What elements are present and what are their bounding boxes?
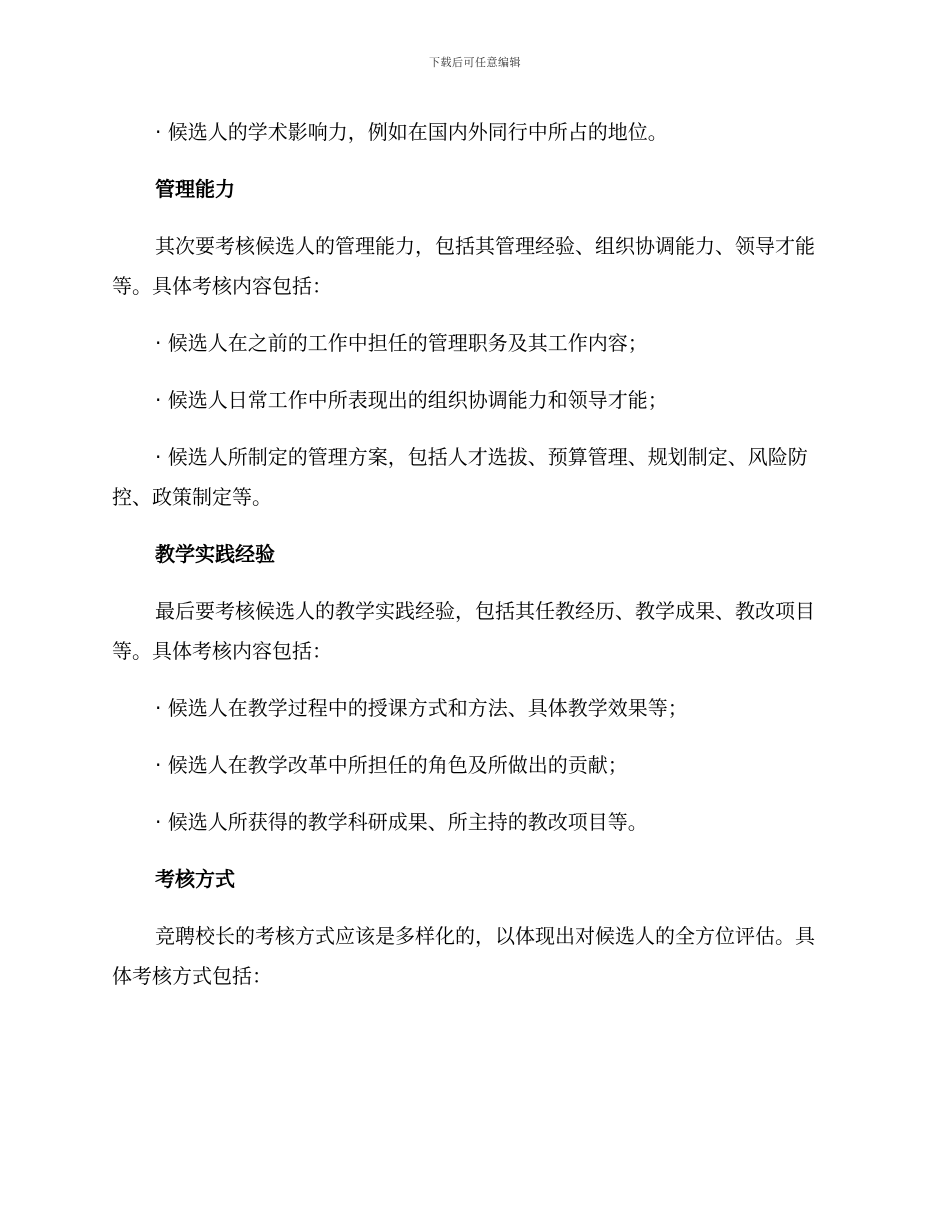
bullet-item: · 候选人在之前的工作中担任的管理职务及其工作内容；: [155, 331, 648, 355]
bullet-item: · 候选人的学术影响力，例如在国内外同行中所占的地位。: [155, 120, 668, 144]
bullet-item: · 候选人在教学改革中所担任的角色及所做出的贡献；: [155, 753, 628, 777]
document-body: [112, 112, 834, 996]
bullet-item: · 候选人在教学过程中的授课方式和方法、具体教学效果等；: [155, 696, 688, 720]
header-note: 下载后可任意编辑: [429, 56, 521, 69]
section-heading: 管理能力: [155, 177, 235, 201]
section-heading: 考核方式: [155, 867, 235, 891]
paragraph: 竞聘校长的考核方式应该是多样化的，以体现出对候选人的全方位评估。具体考核方式包括：: [112, 924, 815, 988]
bullet-item: · 候选人日常工作中所表现出的组织协调能力和领导才能；: [155, 388, 668, 412]
paragraph: 最后要考核候选人的教学实践经验，包括其任教经历、教学成果、教改项目等。具体考核内容包括：: [112, 599, 815, 663]
section-heading: 教学实践经验: [155, 542, 275, 566]
bullet-item: · 候选人所制定的管理方案，包括人才选拔、预算管理、规划制定、风险防控、政策制定等。: [112, 445, 808, 509]
paragraph: 其次要考核候选人的管理能力，包括其管理经验、组织协调能力、领导才能等。具体考核内容包括：: [112, 234, 815, 298]
bullet-item: · 候选人所获得的教学科研成果、所主持的教改项目等。: [155, 810, 648, 834]
